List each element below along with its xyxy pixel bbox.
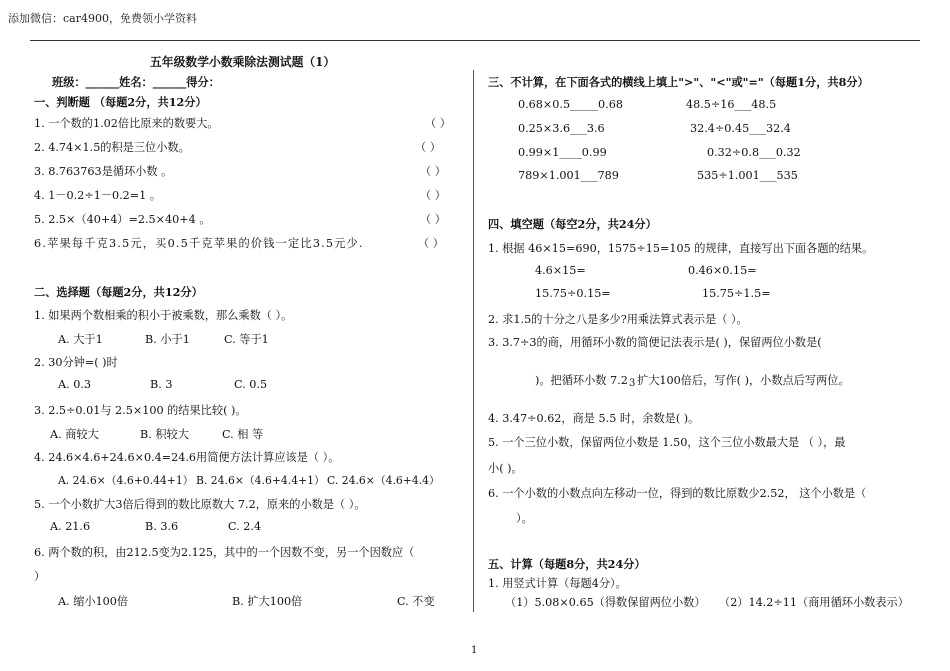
fill-q5-line2: 小( )。 — [488, 462, 523, 475]
page-title: 五年级数学小数乘除法测试题（1） — [150, 55, 336, 69]
judge-heading: 一、判断题 （每题2分，共12分） — [34, 95, 207, 109]
judge-item-3: 3. 8.763763是循环小数 。 — [34, 165, 173, 178]
student-info: 班级：______姓名：______得分： — [52, 75, 220, 89]
fill-q1-item-3: 15.75÷0.15= — [535, 287, 611, 300]
choice-q4-option-a: A. 24.6×（4.6+0.44+1） — [58, 474, 194, 487]
calc-item-2: （2）14.2÷11（商用循环小数表示） — [719, 596, 909, 609]
fill-q3-line2-post: 扩大100倍后，写作( )，小数点后写两位。 — [637, 374, 850, 387]
compare-row3-left: 0.99×1____0.99 — [518, 146, 607, 159]
compare-row1-left: 0.68×0.5_____0.68 — [518, 98, 623, 111]
fill-q6-line2: ）。 — [516, 512, 533, 525]
fill-q2: 2. 求1.5的十分之八是多少?用乘法算式表示是（ ）。 — [488, 313, 748, 326]
column-divider — [473, 70, 474, 612]
judge-paren-1: （ ） — [425, 117, 451, 130]
choice-q6-option-b: B. 扩大100倍 — [232, 595, 303, 608]
choice-q6-option-a: A. 缩小100倍 — [58, 595, 129, 608]
judge-item-2: 2. 4.74×1.5的积是三位小数。 — [34, 141, 190, 154]
watermark-note: 添加微信：car4900，免费领小学资料 — [8, 12, 197, 25]
calc-item-1: （1）5.08×0.65（得数保留两位小数） — [505, 596, 706, 609]
choice-q2: 2. 30分钟=( )时 — [34, 356, 118, 369]
compare-row3-right: 0.32÷0.8___0.32 — [707, 146, 801, 159]
fill-q1: 1. 根据 46×15=690，1575÷15=105 的规律，直接写出下面各题的结果。 — [488, 242, 874, 255]
judge-paren-3: （ ） — [420, 165, 446, 178]
compare-row2-left: 0.25×3.6___3.6 — [518, 122, 605, 135]
choice-q4-option-b: B. 24.6×（4.6+4.4+1） — [196, 474, 325, 487]
judge-paren-4: （ ） — [420, 189, 446, 202]
choice-q3-option-a: A. 商较大 — [50, 428, 99, 441]
choice-q1-option-a: A. 大于1 — [58, 333, 103, 346]
choice-q4-option-c: C. 24.6×（4.6+4.4） — [327, 474, 440, 487]
judge-item-5: 5. 2.5×（40+4）=2.5×40+4 。 — [34, 213, 211, 226]
compare-row4-right: 535÷1.001___535 — [697, 169, 798, 182]
choice-q6-cont: ） — [34, 570, 46, 583]
compare-row2-right: 32.4÷0.45___32.4 — [690, 122, 791, 135]
choice-q3-option-c: C. 相 等 — [222, 428, 264, 441]
fill-q1-item-2: 0.46×0.15= — [688, 264, 757, 277]
fill-heading: 四、填空题（每空2分，共24分） — [488, 217, 657, 231]
fill-q6-line1: 6. 一个小数的小数点向左移动一位，得到的数比原数少2.52， 这个小数是（ — [488, 487, 867, 500]
judge-paren-5: （ ） — [420, 213, 446, 226]
choice-q6: 6. 两个数的积，由212.5变为2.125，其中的一个因数不变，另一个因数应（ — [34, 546, 415, 559]
fill-q3-line2-pre: )。把循环小数 7.2 — [535, 374, 628, 387]
fill-q4: 4. 3.47÷0.62，商是 5.5 时，余数是( )。 — [488, 412, 700, 425]
choice-q1: 1. 如果两个数相乘的积小于被乘数，那么乘数（ ）。 — [34, 309, 293, 322]
choice-q5-option-c: C. 2.4 — [228, 520, 262, 533]
choice-q3: 3. 2.5÷0.01与 2.5×100 的结果比较( )。 — [34, 404, 247, 417]
compare-row1-right: 48.5÷16___48.5 — [686, 98, 777, 111]
judge-paren-6: （ ） — [418, 237, 444, 250]
choice-q2-option-c: C. 0.5 — [234, 378, 268, 391]
choice-q1-option-b: B. 小于1 — [145, 333, 190, 346]
fill-q3-line1: 3. 3.7÷3的商，用循环小数的简便记法表示是( )，保留两位小数是( — [488, 336, 822, 349]
choice-q5-option-a: A. 21.6 — [50, 520, 91, 533]
header-rule — [30, 40, 920, 41]
judge-item-4: 4. 1－0.2÷1－0.2=1 。 — [34, 189, 162, 202]
calc-sub: 1. 用竖式计算（每题4分）。 — [488, 577, 627, 590]
choice-q2-option-a: A. 0.3 — [58, 378, 91, 391]
compare-heading: 三、不计算，在下面各式的横线上填上">"、"<"或"="（每题1分，共8分） — [488, 75, 869, 89]
calc-heading: 五、计算（每题8分，共24分） — [488, 557, 646, 571]
choice-q4: 4. 24.6×4.6+24.6×0.4=24.6用简便方法计算应该是（ ）。 — [34, 451, 340, 464]
choice-q3-option-b: B. 积较大 — [140, 428, 189, 441]
choice-q6-option-c: C. 不变 — [397, 595, 435, 608]
judge-item-6: 6.苹果每千克3.5元，买0.5千克苹果的价钱一定比3.5元少. — [34, 237, 364, 250]
fill-q5-line1: 5. 一个三位小数，保留两位小数是 1.50，这个三位小数最大是 （ ），最 — [488, 436, 846, 449]
choice-q1-option-c: C. 等于1 — [224, 333, 269, 346]
fill-q1-item-4: 15.75÷1.5= — [702, 287, 771, 300]
choice-q2-option-b: B. 3 — [150, 378, 173, 391]
choice-heading: 二、选择题（每题2分，共12分） — [34, 285, 203, 299]
fill-q3-line2-sub: 3 — [629, 378, 636, 389]
choice-q5: 5. 一个小数扩大3倍后得到的数比原数大 7.2，原来的小数是（ ）。 — [34, 498, 366, 511]
page-number: 1 — [471, 645, 478, 656]
fill-q1-item-1: 4.6×15= — [535, 264, 586, 277]
compare-row4-left: 789×1.001___789 — [518, 169, 619, 182]
judge-item-1: 1. 一个数的1.02倍比原来的数要大。 — [34, 117, 219, 130]
judge-paren-2: （ ） — [415, 141, 441, 154]
choice-q5-option-b: B. 3.6 — [145, 520, 179, 533]
